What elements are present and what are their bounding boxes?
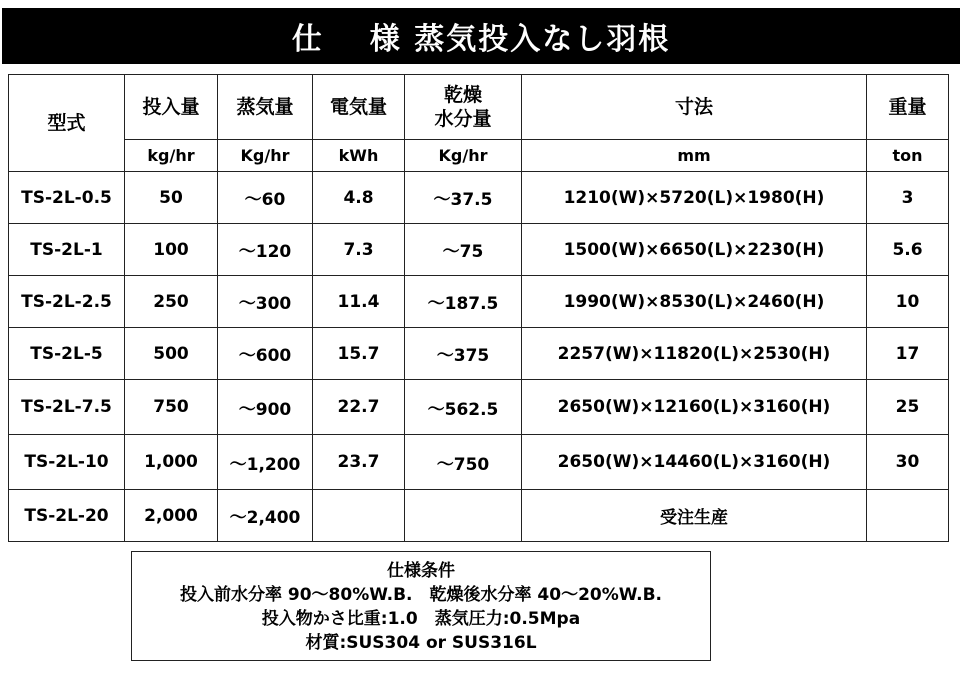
cell-input: 250 — [125, 276, 218, 328]
cell-model: TS-2L-0.5 — [9, 172, 125, 224]
cell-power: 7.3 — [313, 224, 405, 276]
cell-power — [313, 490, 405, 542]
cell-dimensions: 1990(W)×8530(L)×2460(H) — [522, 276, 867, 328]
cell-model: TS-2L-2.5 — [9, 276, 125, 328]
cell-input: 750 — [125, 380, 218, 435]
cell-dry-water: ～75 — [405, 224, 522, 276]
cell-power: 4.8 — [313, 172, 405, 224]
header-steam: 蒸気量 — [218, 75, 313, 140]
cell-dimensions: 1500(W)×6650(L)×2230(H) — [522, 224, 867, 276]
unit-steam: Kg/hr — [218, 140, 313, 172]
cell-weight: 30 — [867, 435, 949, 490]
conditions-line-density: 投入物かさ比重:1.0 蒸気圧力:0.5Mpa — [261, 609, 581, 629]
conditions-title: 仕様条件 — [387, 561, 455, 581]
cell-dimensions: 2650(W)×12160(L)×3160(H) — [522, 380, 867, 435]
spec-table — [8, 74, 949, 542]
unit-dimensions: mm — [522, 140, 867, 172]
cell-steam: ～60 — [218, 172, 313, 224]
cell-dry-water: ～37.5 — [405, 172, 522, 224]
conditions-line-moisture: 投入前水分率 90～80%W.B. 乾燥後水分率 40～20%W.B. — [179, 585, 662, 605]
cell-dry-water: ～562.5 — [405, 380, 522, 435]
cell-steam: ～900 — [218, 380, 313, 435]
unit-power: kWh — [313, 140, 405, 172]
cell-power: 23.7 — [313, 435, 405, 490]
unit-input: kg/hr — [125, 140, 218, 172]
cell-model: TS-2L-7.5 — [9, 380, 125, 435]
cell-weight: 10 — [867, 276, 949, 328]
cell-steam: ～600 — [218, 328, 313, 380]
cell-weight: 17 — [867, 328, 949, 380]
cell-input: 2,000 — [125, 490, 218, 542]
header-row — [9, 75, 949, 140]
cell-dimensions: 受注生産 — [522, 490, 867, 542]
cell-model: TS-2L-1 — [9, 224, 125, 276]
cell-steam: ～1,200 — [218, 435, 313, 490]
cell-dimensions: 2257(W)×11820(L)×2530(H) — [522, 328, 867, 380]
title-left: 仕 — [291, 22, 324, 57]
cell-input: 500 — [125, 328, 218, 380]
cell-model: TS-2L-5 — [9, 328, 125, 380]
header-input: 投入量 — [125, 75, 218, 140]
cell-power: 11.4 — [313, 276, 405, 328]
unit-weight: ton — [867, 140, 949, 172]
cell-steam: ～300 — [218, 276, 313, 328]
cell-dimensions: 1210(W)×5720(L)×1980(H) — [522, 172, 867, 224]
cell-model: TS-2L-10 — [9, 435, 125, 490]
cell-steam: ～2,400 — [218, 490, 313, 542]
title-right: 様 蒸気投入なし羽根 — [369, 22, 671, 57]
table-row — [9, 490, 949, 542]
unit-dry-water: Kg/hr — [405, 140, 522, 172]
cell-steam: ～120 — [218, 224, 313, 276]
cell-power: 15.7 — [313, 328, 405, 380]
table-row — [9, 276, 949, 328]
cell-dry-water: ～187.5 — [405, 276, 522, 328]
cell-dry-water: ～375 — [405, 328, 522, 380]
header-dry-water — [405, 75, 522, 140]
table-row — [9, 435, 949, 490]
cell-weight — [867, 490, 949, 542]
table-row — [9, 380, 949, 435]
table-row — [9, 172, 949, 224]
conditions-line-material: 材質:SUS304 or SUS316L — [305, 633, 537, 653]
cell-dimensions: 2650(W)×14460(L)×3160(H) — [522, 435, 867, 490]
cell-dry-water: ～750 — [405, 435, 522, 490]
cell-power: 22.7 — [313, 380, 405, 435]
header-dimensions: 寸法 — [522, 75, 867, 140]
cell-input: 100 — [125, 224, 218, 276]
cell-weight: 5.6 — [867, 224, 949, 276]
cell-input: 50 — [125, 172, 218, 224]
cell-weight: 3 — [867, 172, 949, 224]
conditions-box — [131, 551, 711, 661]
cell-input: 1,000 — [125, 435, 218, 490]
cell-model: TS-2L-20 — [9, 490, 125, 542]
table-row — [9, 224, 949, 276]
cell-dry-water — [405, 490, 522, 542]
unit-row — [9, 140, 949, 172]
table-row — [9, 328, 949, 380]
header-model: 型式 — [9, 75, 125, 172]
page-title — [2, 8, 960, 64]
header-dry-water-label: 乾燥 水分量 — [434, 84, 492, 130]
header-weight: 重量 — [867, 75, 949, 140]
cell-weight: 25 — [867, 380, 949, 435]
header-power: 電気量 — [313, 75, 405, 140]
